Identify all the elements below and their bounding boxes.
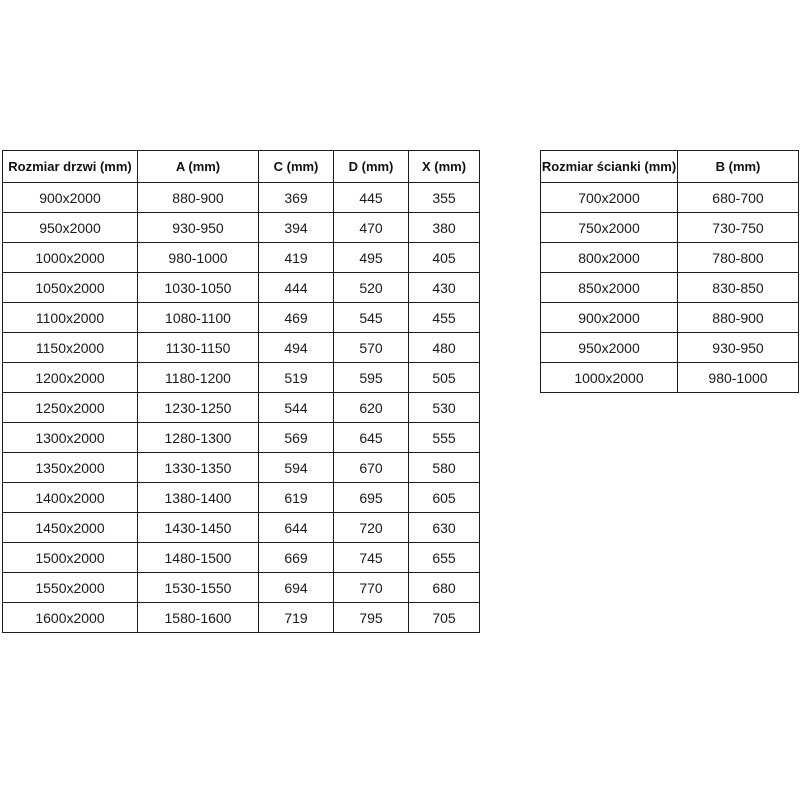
table-row	[3, 243, 480, 273]
table-cell: 480	[409, 333, 480, 363]
table-cell: 645	[334, 423, 409, 453]
table-row	[541, 213, 799, 243]
table-cell: 680-700	[678, 183, 799, 213]
table-cell: 1030-1050	[138, 273, 259, 303]
door-sizes-table	[2, 150, 480, 633]
table-cell: 444	[259, 273, 334, 303]
table-cell: 880-900	[678, 303, 799, 333]
table-cell: 719	[259, 603, 334, 633]
column-header-d: D (mm)	[334, 151, 409, 183]
table-cell: 830-850	[678, 273, 799, 303]
table-cell: 605	[409, 483, 480, 513]
column-header-c: C (mm)	[259, 151, 334, 183]
table-cell: 1130-1150	[138, 333, 259, 363]
table-row	[3, 543, 480, 573]
table-cell: 620	[334, 393, 409, 423]
table-cell: 470	[334, 213, 409, 243]
table-cell: 980-1000	[678, 363, 799, 393]
table-cell: 469	[259, 303, 334, 333]
table-cell: 595	[334, 363, 409, 393]
table-cell: 1400x2000	[3, 483, 138, 513]
table-cell: 655	[409, 543, 480, 573]
table-row	[3, 513, 480, 543]
table-cell: 1380-1400	[138, 483, 259, 513]
table-cell: 1000x2000	[541, 363, 678, 393]
table-row	[541, 363, 799, 393]
table-cell: 530	[409, 393, 480, 423]
table-row	[3, 603, 480, 633]
table-cell: 555	[409, 423, 480, 453]
table-cell: 1000x2000	[3, 243, 138, 273]
table-cell: 1330-1350	[138, 453, 259, 483]
table-cell: 720	[334, 513, 409, 543]
table-header-row	[3, 151, 480, 183]
table-row	[3, 183, 480, 213]
table-cell: 1480-1500	[138, 543, 259, 573]
table-cell: 1050x2000	[3, 273, 138, 303]
table-row	[541, 273, 799, 303]
table-cell: 380	[409, 213, 480, 243]
table-cell: 695	[334, 483, 409, 513]
table-row	[3, 453, 480, 483]
table-cell: 1580-1600	[138, 603, 259, 633]
table-row	[3, 573, 480, 603]
table-header-row	[541, 151, 799, 183]
table-cell: 1180-1200	[138, 363, 259, 393]
table-cell: 1230-1250	[138, 393, 259, 423]
table-cell: 1430-1450	[138, 513, 259, 543]
table-cell: 455	[409, 303, 480, 333]
table-cell: 580	[409, 453, 480, 483]
column-header-rozmiar-drzwi: Rozmiar drzwi (mm)	[3, 151, 138, 183]
table-cell: 900x2000	[541, 303, 678, 333]
table-cell: 544	[259, 393, 334, 423]
table-cell: 880-900	[138, 183, 259, 213]
table-cell: 1250x2000	[3, 393, 138, 423]
table-cell: 1100x2000	[3, 303, 138, 333]
table-cell: 369	[259, 183, 334, 213]
table-cell: 405	[409, 243, 480, 273]
table-cell: 494	[259, 333, 334, 363]
table-cell: 355	[409, 183, 480, 213]
table-row	[541, 183, 799, 213]
table-row	[3, 213, 480, 243]
table-cell: 694	[259, 573, 334, 603]
table-cell: 669	[259, 543, 334, 573]
table-cell: 1530-1550	[138, 573, 259, 603]
table-cell: 520	[334, 273, 409, 303]
table-cell: 1500x2000	[3, 543, 138, 573]
table-cell: 745	[334, 543, 409, 573]
table-row	[541, 303, 799, 333]
table-cell: 770	[334, 573, 409, 603]
table-cell: 795	[334, 603, 409, 633]
table-cell: 570	[334, 333, 409, 363]
table-cell: 1550x2000	[3, 573, 138, 603]
table-cell: 1450x2000	[3, 513, 138, 543]
table-row	[3, 303, 480, 333]
wall-sizes-table	[540, 150, 799, 393]
table-cell: 394	[259, 213, 334, 243]
table-cell: 800x2000	[541, 243, 678, 273]
table-cell: 900x2000	[3, 183, 138, 213]
table-cell: 980-1000	[138, 243, 259, 273]
table-cell: 670	[334, 453, 409, 483]
table-cell: 619	[259, 483, 334, 513]
table-cell: 430	[409, 273, 480, 303]
table-cell: 419	[259, 243, 334, 273]
table-cell: 1300x2000	[3, 423, 138, 453]
table-row	[3, 273, 480, 303]
table-cell: 594	[259, 453, 334, 483]
table-cell: 545	[334, 303, 409, 333]
table-cell: 1080-1100	[138, 303, 259, 333]
table-cell: 1200x2000	[3, 363, 138, 393]
table-cell: 930-950	[678, 333, 799, 363]
table-cell: 850x2000	[541, 273, 678, 303]
table-row	[3, 393, 480, 423]
table-cell: 1150x2000	[3, 333, 138, 363]
table-cell: 495	[334, 243, 409, 273]
table-row	[3, 333, 480, 363]
table-row	[3, 423, 480, 453]
table-cell: 519	[259, 363, 334, 393]
column-header-rozmiar-scianki: Rozmiar ścianki (mm)	[541, 151, 678, 183]
table-cell: 1280-1300	[138, 423, 259, 453]
table-cell: 569	[259, 423, 334, 453]
table-cell: 930-950	[138, 213, 259, 243]
table-cell: 700x2000	[541, 183, 678, 213]
table-cell: 1600x2000	[3, 603, 138, 633]
column-header-x: X (mm)	[409, 151, 480, 183]
table-cell: 705	[409, 603, 480, 633]
table-row	[541, 243, 799, 273]
table-cell: 1350x2000	[3, 453, 138, 483]
table-cell: 780-800	[678, 243, 799, 273]
table-cell: 505	[409, 363, 480, 393]
table-cell: 750x2000	[541, 213, 678, 243]
table-cell: 644	[259, 513, 334, 543]
table-row	[3, 363, 480, 393]
table-cell: 950x2000	[541, 333, 678, 363]
column-header-a: A (mm)	[138, 151, 259, 183]
table-cell: 680	[409, 573, 480, 603]
table-cell: 445	[334, 183, 409, 213]
table-cell: 630	[409, 513, 480, 543]
table-cell: 950x2000	[3, 213, 138, 243]
table-row	[3, 483, 480, 513]
column-header-b: B (mm)	[678, 151, 799, 183]
table-row	[541, 333, 799, 363]
table-cell: 730-750	[678, 213, 799, 243]
